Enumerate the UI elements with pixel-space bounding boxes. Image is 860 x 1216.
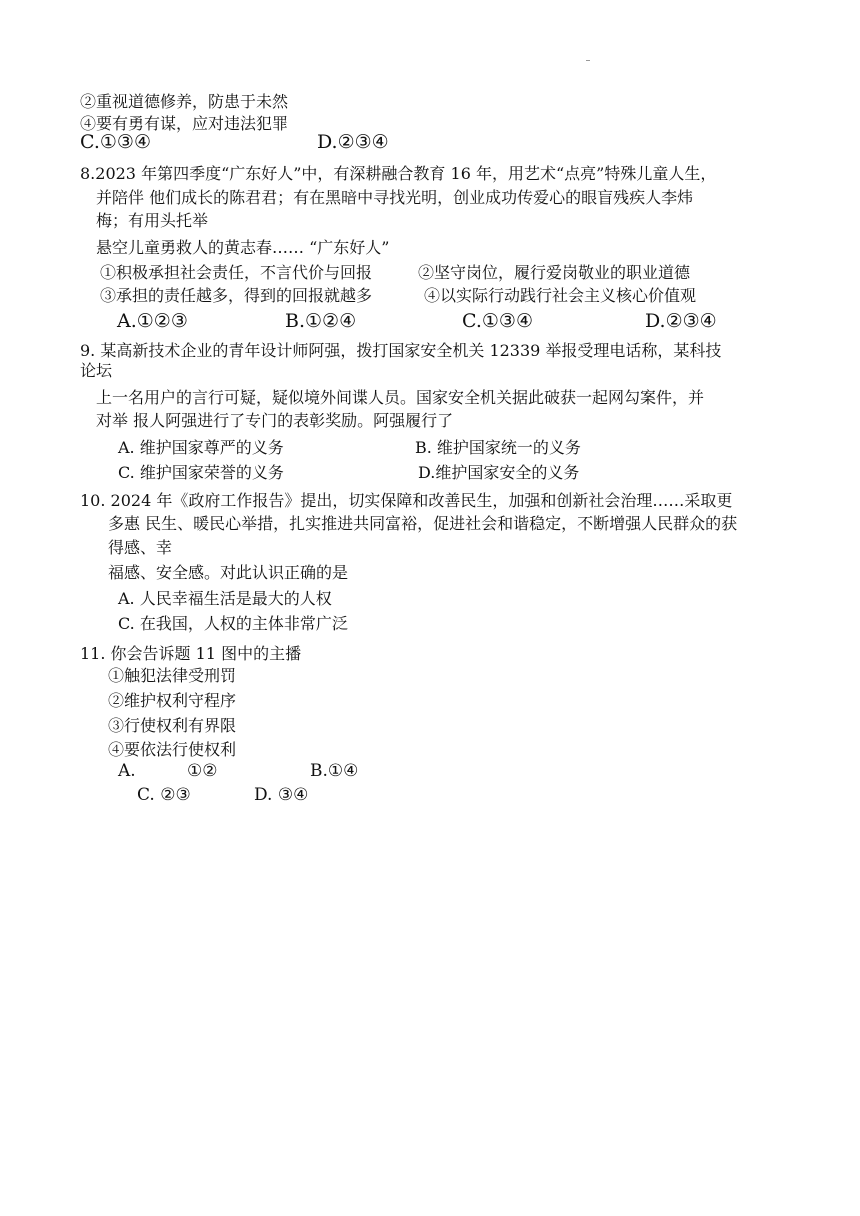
q9-choice-c: C. 维护国家荣誉的义务 — [118, 463, 284, 482]
q11-option-3: ③行使权利有界限 — [108, 716, 237, 735]
q9-stem-line-2: 论坛 — [80, 361, 113, 380]
q11-choice-c: C. ②③ — [137, 785, 191, 805]
prev-option-2: ②重视道德修养，防患于未然 — [80, 92, 289, 111]
q8-option-2: ②坚守岗位，履行爱岗敬业的职业道德 — [418, 263, 691, 282]
q10-stem-line-1: 10. 2024 年《政府工作报告》提出，切实保障和改善民生，加强和创新社会治理……采取更 — [80, 491, 733, 510]
q9-choice-b: B. 维护国家统一的义务 — [415, 438, 581, 457]
q8-choice-d: D.②③④ — [645, 310, 717, 332]
q9-choice-a: A. 维护国家尊严的义务 — [118, 438, 284, 457]
q8-stem-line-1: 8.2023 年第四季度“广东好人”中，有深耕融合教育 16 年，用艺术“点亮”特殊儿童人生， — [80, 164, 717, 183]
q11-option-1: ①触犯法律受刑罚 — [108, 666, 237, 685]
q9-stem-line-3: 上一名用户的言行可疑，疑似境外间谍人员。国家安全机关据此破获一起网勾案件，并 — [96, 388, 705, 407]
prev-choice-c: C.①③④ — [80, 131, 151, 153]
q10-choice-a: A. 人民幸福生活是最大的人权 — [118, 589, 332, 608]
q8-choice-b: B.①②④ — [285, 310, 357, 332]
q11-option-4: ④要依法行使权利 — [108, 740, 237, 759]
q11-choice-a-label: A. — [118, 761, 136, 781]
q8-option-3: ③承担的责任越多，得到的回报就越多 — [100, 286, 373, 305]
page-marker — [586, 60, 590, 61]
q8-option-1: ①积极承担社会责任，不言代价与回报 — [100, 263, 373, 282]
q9-stem-line-4: 对举 报人阿强进行了专门的表彰奖励。阿强履行了 — [96, 411, 454, 430]
q11-option-2: ②维护权利守程序 — [108, 691, 237, 710]
q8-stem-line-4: 悬空儿童勇救人的黄志春…… “广东好人” — [96, 238, 390, 257]
q9-choice-d: D.维护国家安全的义务 — [418, 463, 580, 482]
q10-stem-line-3: 得感、幸 — [108, 538, 173, 557]
prev-choice-d: D.②③④ — [317, 131, 389, 153]
q11-choice-d: D. ③④ — [254, 785, 309, 805]
q8-choice-c: C.①③④ — [462, 310, 533, 332]
q10-stem-line-4: 福感、安全感。对此认识正确的是 — [108, 563, 349, 582]
q8-stem-line-3: 梅；有用头托举 — [96, 211, 209, 230]
q10-stem-line-2: 多惠 民生、暖民心举措，扎实推进共同富裕，促进社会和谐稳定，不断增强人民群众的获 — [108, 514, 738, 533]
q8-option-4: ④以实际行动践行社会主义核心价值观 — [424, 286, 697, 305]
q10-choice-c: C. 在我国，人权的主体非常广泛 — [118, 614, 348, 633]
q11-choice-b: B.①④ — [310, 761, 359, 781]
prev-option-4: ④要有勇有谋，应对违法犯罪 — [80, 114, 289, 133]
q9-stem-line-1: 9. 某高新技术企业的青年设计师阿强，拨打国家安全机关 12339 举报受理电话称，某科技 — [80, 341, 722, 360]
q11-stem: 11. 你会告诉题 11 图中的主播 — [80, 644, 302, 663]
q8-stem-line-2: 并陪伴 他们成长的陈君君；有在黑暗中寻找光明，创业成功传爱心的眼盲残疾人李炜 — [96, 188, 694, 207]
q11-choice-a-value: ①② — [187, 761, 218, 781]
q8-choice-a: A.①②③ — [117, 310, 188, 332]
